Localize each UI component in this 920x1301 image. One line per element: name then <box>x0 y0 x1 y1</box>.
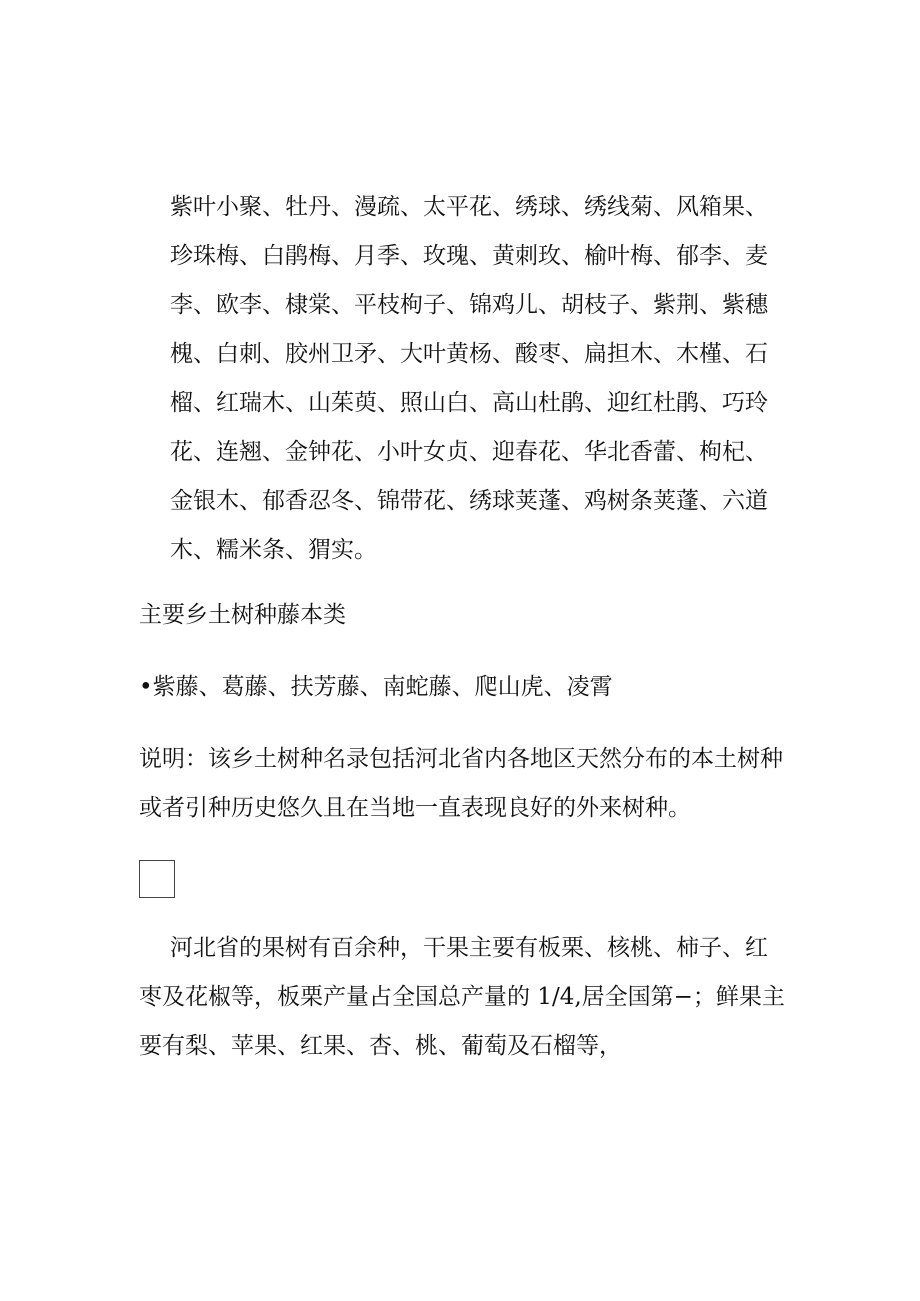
shrub-list-line-7: 金银木、郁香忍冬、锦带花、绣球荚蓬、鸡树条荚蓬、六道 <box>170 488 768 514</box>
vines-list-item: •紫藤、葛藤、扶芳藤、南蛇藤、爬山虎、凌霄 <box>139 674 613 700</box>
shrub-list-line-2: 珍珠梅、白鹃梅、月季、玫瑰、黄刺玫、榆叶梅、郁李、麦 <box>170 243 768 269</box>
vines-heading: 主要乡土树种藤本类 <box>139 602 346 628</box>
shrub-list-line-4: 槐、白刺、胶州卫矛、大叶黄杨、酸枣、扁担木、木槿、石 <box>170 341 768 367</box>
fruit-paragraph-line-2: 枣及花椒等，板栗产量占全国总产量的 1/4,居全国第−；鲜果主 <box>139 984 785 1010</box>
note-line-2: 或者引种历史悠久且在当地一直表现良好的外来树种。 <box>139 795 691 821</box>
shrub-list-line-8: 木、糯米条、猬实。 <box>170 537 377 563</box>
fruit-paragraph-line-1: 河北省的果树有百余种，干果主要有板栗、核桃、柿子、红 <box>170 935 768 961</box>
shrub-list-line-3: 李、欧李、棣棠、平枝枸子、锦鸡儿、胡枝子、紫荆、紫穗 <box>170 292 768 318</box>
shrub-list-line-6: 花、连翘、金钟花、小叶女贞、迎春花、华北香蕾、枸杞、 <box>170 439 768 465</box>
fruit-paragraph-line-3: 要有梨、苹果、红果、杏、桃、葡萄及石榴等， <box>139 1033 622 1059</box>
checkbox[interactable] <box>139 860 175 898</box>
shrub-list-line-1: 紫叶小聚、牡丹、漫疏、太平花、绣球、绣线菊、风箱果、 <box>170 194 768 220</box>
note-line-1: 说明：该乡土树种名录包括河北省内各地区天然分布的本土树种 <box>139 746 783 772</box>
shrub-list-line-5: 榴、红瑞木、山茱萸、照山白、高山杜鹃、迎红杜鹃、巧玲 <box>170 390 768 416</box>
